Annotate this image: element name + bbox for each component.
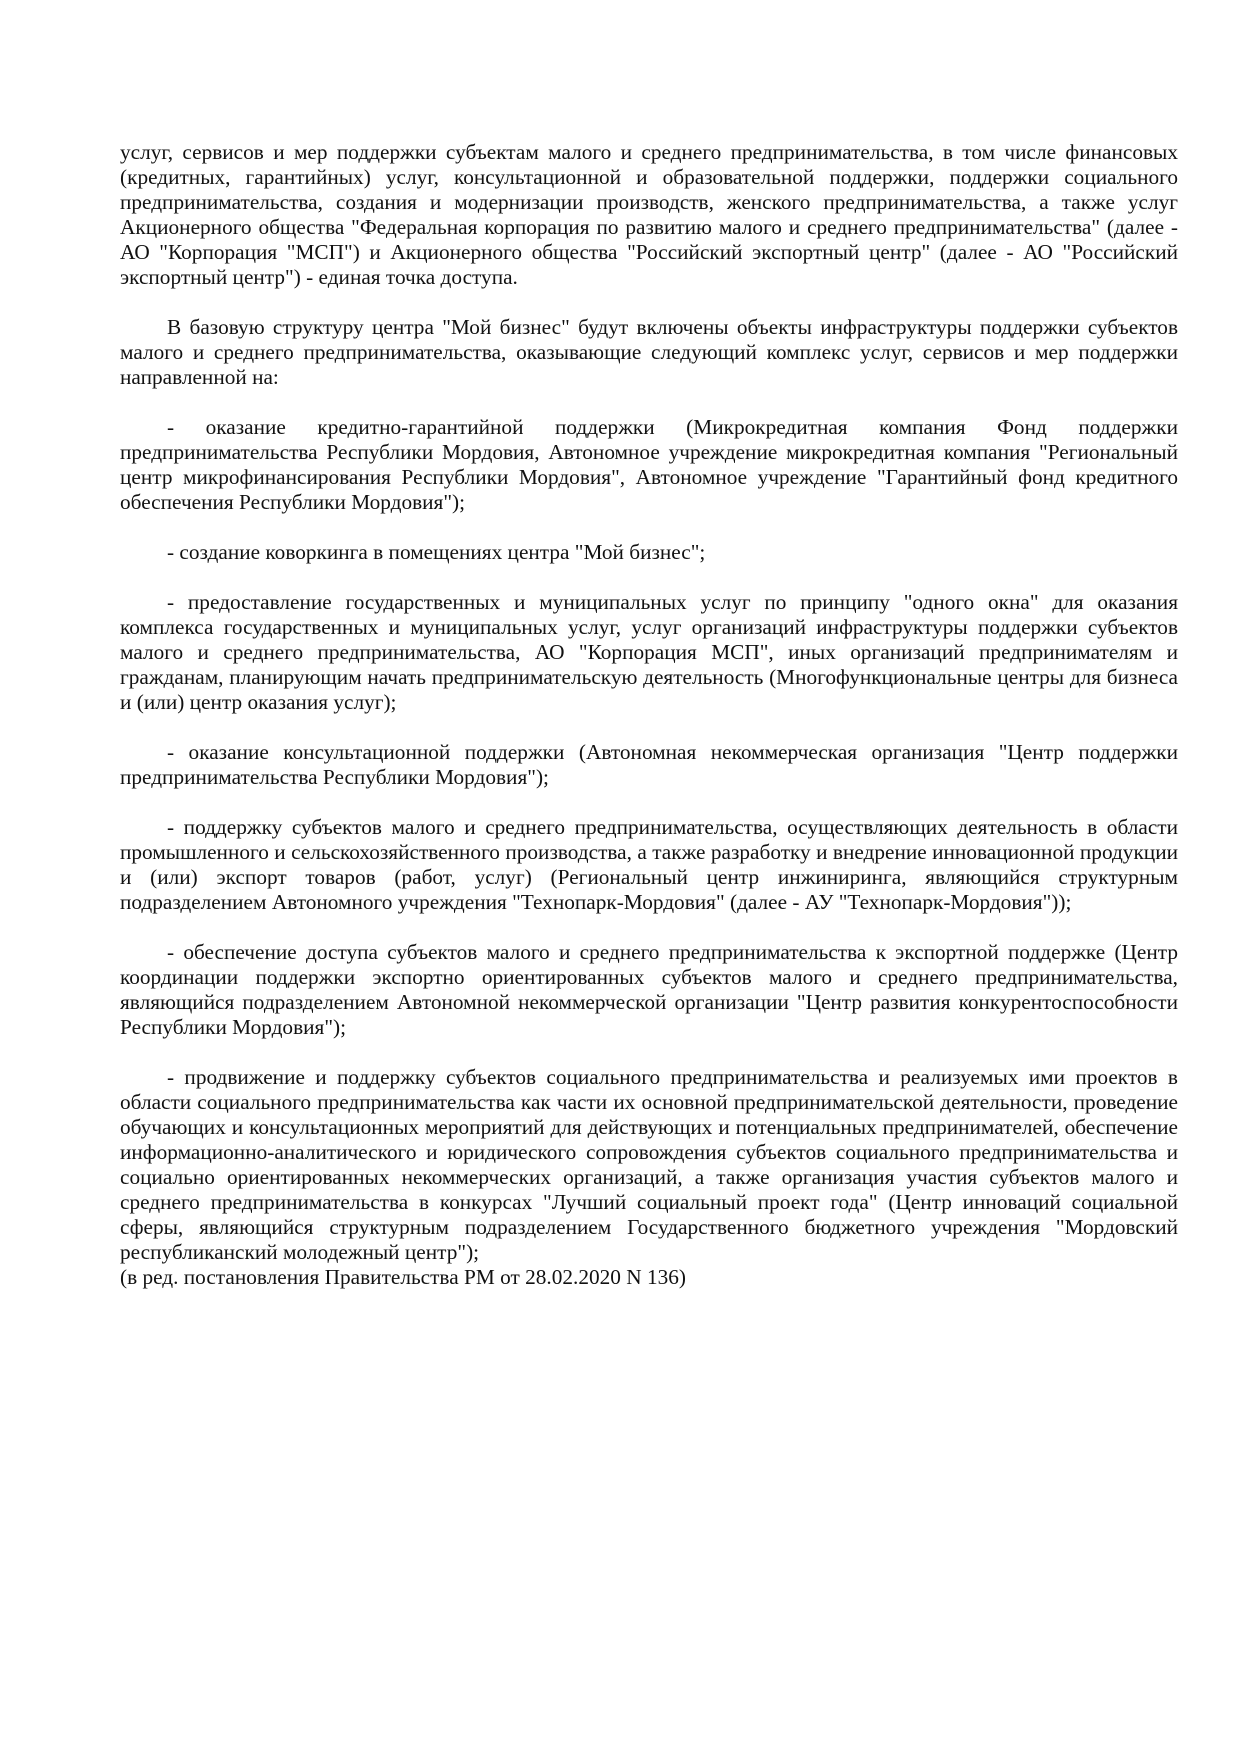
paragraph-base-structure: В базовую структуру центра "Мой бизнес" будут включены объекты инфраструктуры поддержки субъектов малого и среднего предпринимательства, оказывающие следующий комплекс услуг, сервисов и мер поддержки направленной на: <box>120 315 1178 389</box>
amendment-note: (в ред. постановления Правительства РМ от 28.02.2020 N 136) <box>120 1265 686 1289</box>
list-item-coworking: - создание коворкинга в помещениях центра "Мой бизнес"; <box>167 540 706 564</box>
document-page <box>120 140 1178 1290</box>
list-item-export: - обеспечение доступа субъектов малого и среднего предпринимательства к экспортной поддержке (Центр координации поддержки экспортно ориентированных субъектов малого и среднего предпринимательства, являющийся подразделением Автономной некоммерческой организации "Центр развития конкурентоспособности Республики Мордовия"); <box>120 940 1178 1039</box>
list-item-social: - продвижение и поддержку субъектов социального предпринимательства и реализуемых ими проектов в области социального предпринимательства как части их основной предпринимательской деятельности, проведение обучающих и консультационных мероприятий для действующих и потенциальных предпринимателей, обеспечение информационно-аналитического и юридического сопровождения субъектов социального предпринимательства и социально ориентированных некоммерческих организаций, а также организация участия субъектов малого и среднего предпринимательства в конкурсах "Лучший социальный проект года" (Центр инноваций социальной сферы, являющийся структурным подразделением Государственного бюджетного учреждения "Мордовский республиканский молодежный центр"); <box>120 1065 1178 1264</box>
paragraph-continuation: услуг, сервисов и мер поддержки субъектам малого и среднего предпринимательства, в том числе финансовых (кредитных, гарантийных) услуг, консультационной и образовательной поддержки, поддержки социального предпринимательства, создания и модернизации производств, женского предпринимательства, а также услуг Акционерного общества "Федеральная корпорация по развитию малого и среднего предпринимательства" (далее - АО "Корпорация "МСП") и Акционерного общества "Российский экспортный центр" (далее - АО "Российский экспортный центр") - единая точка доступа. <box>120 140 1178 289</box>
list-item-consulting: - оказание консультационной поддержки (Автономная некоммерческая организация "Центр поддержки предпринимательства Республики Мордовия"); <box>120 740 1178 789</box>
list-item-industry: - поддержку субъектов малого и среднего предпринимательства, осуществляющих деятельность в области промышленного и сельскохозяйственного производства, а также разработку и внедрение инновационной продукции и (или) экспорт товаров (работ, услуг) (Региональный центр инжиниринга, являющийся структурным подразделением Автономного учреждения "Технопарк-Мордовия" (далее - АУ "Технопарк-Мордовия")); <box>120 815 1178 914</box>
list-item-one-window: - предоставление государственных и муниципальных услуг по принципу "одного окна" для оказания комплекса государственных и муниципальных услуг, услуг организаций инфраструктуры поддержки субъектов малого и среднего предпринимательства, АО "Корпорация МСП", иных организаций предпринимателям и гражданам, планирующим начать предпринимательскую деятельность (Многофункциональные центры для бизнеса и (или) центр оказания услуг); <box>120 590 1178 714</box>
list-item-credit-guarantee: - оказание кредитно-гарантийной поддержки (Микрокредитная компания Фонд поддержки предпринимательства Республики Мордовия, Автономное учреждение микрокредитная компания "Региональный центр микрофинансирования Республики Мордовия", Автономное учреждение "Гарантийный фонд кредитного обеспечения Республики Мордовия"); <box>120 415 1178 514</box>
